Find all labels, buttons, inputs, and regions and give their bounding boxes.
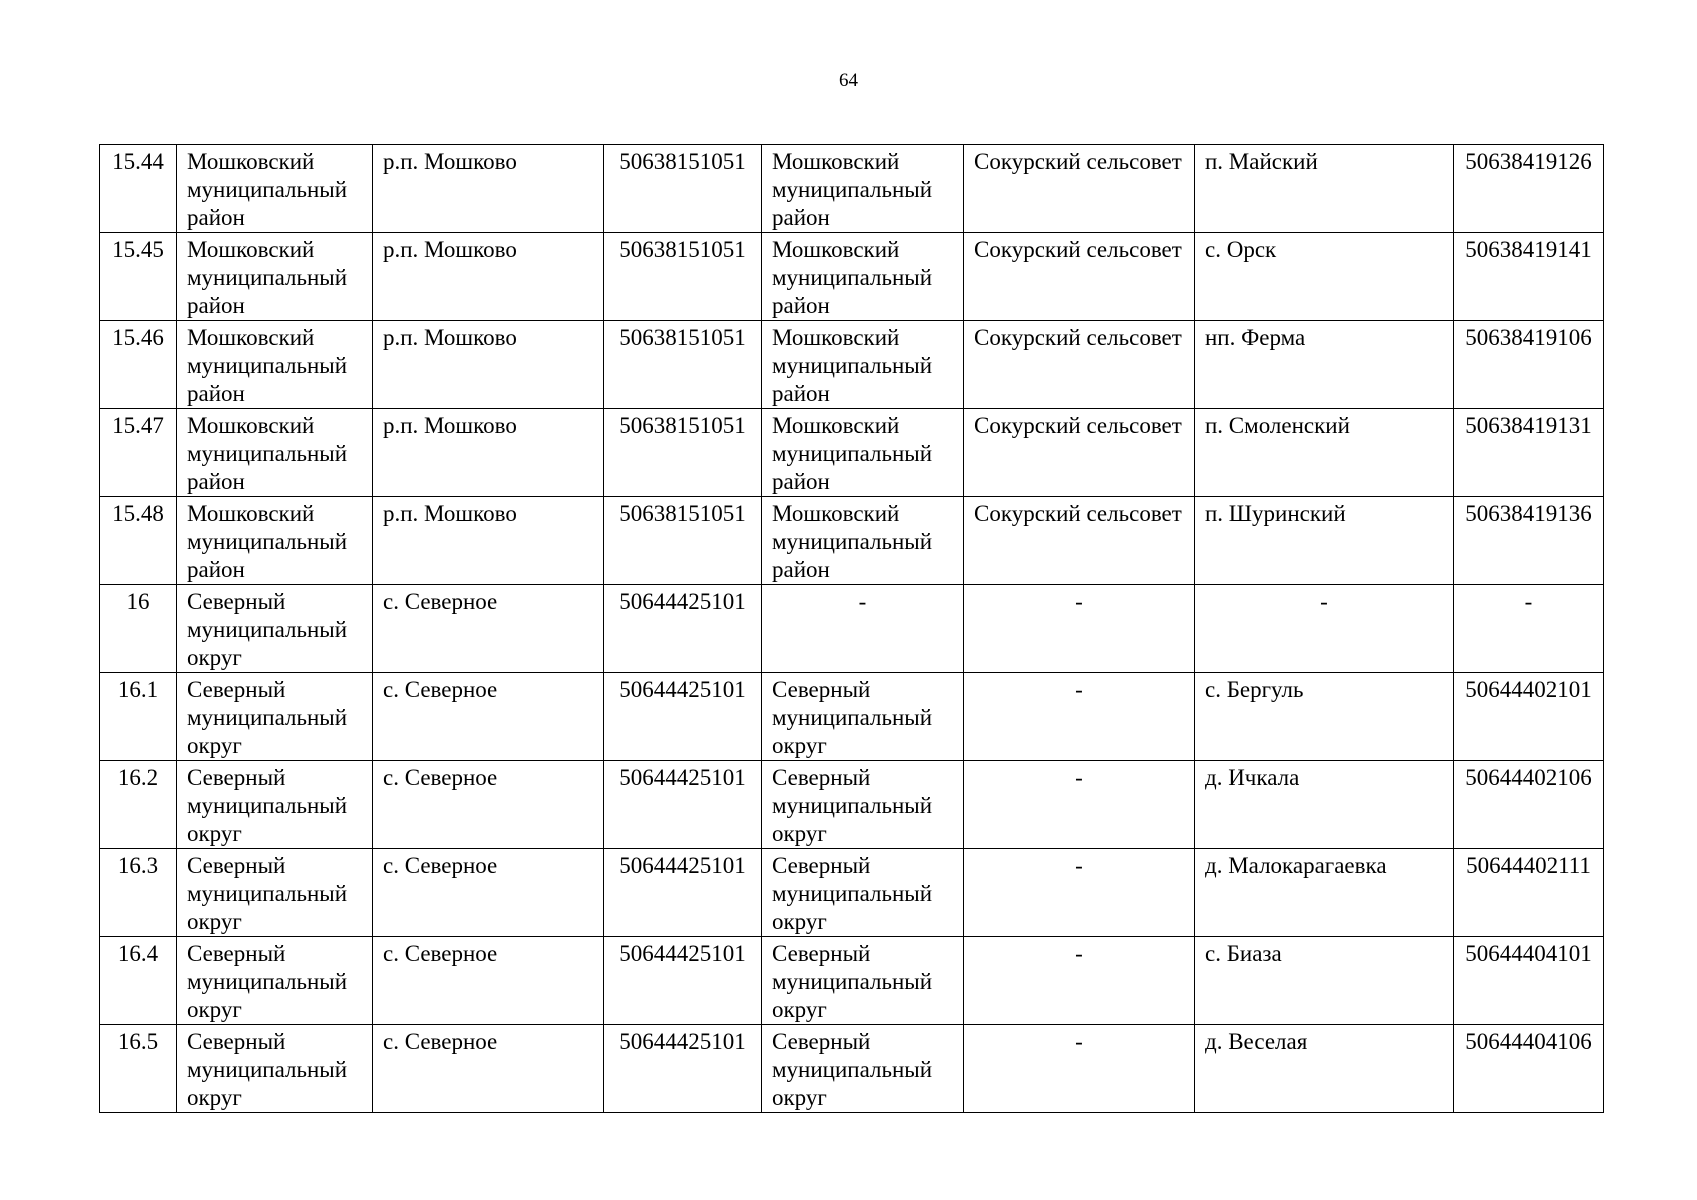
cell-admin-center: с. Северное <box>373 585 604 673</box>
cell-locality: д. Веселая <box>1195 1025 1454 1113</box>
cell-municipality: Мошковский муниципальный район <box>177 497 373 585</box>
cell-admin-center: с. Северное <box>373 761 604 849</box>
cell-number: 15.48 <box>100 497 177 585</box>
cell-settlement: - <box>964 849 1195 937</box>
cell-locality-code: 50638419126 <box>1454 145 1604 233</box>
table-row <box>100 409 1604 497</box>
cell-sub-municipality: Мошковский муниципальный район <box>762 233 964 321</box>
cell-sub-municipality: Мошковский муниципальный район <box>762 321 964 409</box>
cell-settlement: Сокурский сельсовет <box>964 145 1195 233</box>
cell-number: 15.44 <box>100 145 177 233</box>
cell-admin-center: с. Северное <box>373 673 604 761</box>
cell-locality-code: 50638419136 <box>1454 497 1604 585</box>
table-row <box>100 1025 1604 1113</box>
cell-locality: п. Шуринский <box>1195 497 1454 585</box>
table-row <box>100 937 1604 1025</box>
cell-municipality: Мошковский муниципальный район <box>177 321 373 409</box>
cell-admin-center: р.п. Мошково <box>373 145 604 233</box>
cell-locality-code: 50644402111 <box>1454 849 1604 937</box>
cell-admin-center: с. Северное <box>373 1025 604 1113</box>
cell-oktmo-code: 50644425101 <box>604 849 762 937</box>
cell-sub-municipality: Северный муниципальный округ <box>762 761 964 849</box>
cell-settlement: Сокурский сельсовет <box>964 409 1195 497</box>
cell-locality-code: 50644404106 <box>1454 1025 1604 1113</box>
cell-admin-center: р.п. Мошково <box>373 497 604 585</box>
cell-admin-center: с. Северное <box>373 937 604 1025</box>
cell-municipality: Северный муниципальный округ <box>177 937 373 1025</box>
cell-locality: д. Малокарагаевка <box>1195 849 1454 937</box>
cell-municipality: Северный муниципальный округ <box>177 585 373 673</box>
cell-number: 15.45 <box>100 233 177 321</box>
table-row <box>100 145 1604 233</box>
cell-admin-center: р.п. Мошково <box>373 233 604 321</box>
cell-settlement: Сокурский сельсовет <box>964 321 1195 409</box>
cell-municipality: Северный муниципальный округ <box>177 673 373 761</box>
cell-locality-code: 50644402106 <box>1454 761 1604 849</box>
cell-number: 16.1 <box>100 673 177 761</box>
table-row <box>100 761 1604 849</box>
cell-number: 15.46 <box>100 321 177 409</box>
cell-locality: п. Майский <box>1195 145 1454 233</box>
cell-oktmo-code: 50644425101 <box>604 1025 762 1113</box>
cell-oktmo-code: 50638151051 <box>604 409 762 497</box>
table-row <box>100 849 1604 937</box>
cell-municipality: Мошковский муниципальный район <box>177 145 373 233</box>
cell-locality-code: 50638419131 <box>1454 409 1604 497</box>
cell-oktmo-code: 50644425101 <box>604 937 762 1025</box>
cell-locality: п. Смоленский <box>1195 409 1454 497</box>
cell-number: 16 <box>100 585 177 673</box>
cell-sub-municipality: Северный муниципальный округ <box>762 1025 964 1113</box>
cell-oktmo-code: 50644425101 <box>604 761 762 849</box>
cell-settlement: - <box>964 761 1195 849</box>
cell-locality-code: 50644404101 <box>1454 937 1604 1025</box>
cell-settlement: Сокурский сельсовет <box>964 233 1195 321</box>
cell-oktmo-code: 50644425101 <box>604 673 762 761</box>
cell-oktmo-code: 50638151051 <box>604 497 762 585</box>
cell-number: 16.5 <box>100 1025 177 1113</box>
cell-number: 15.47 <box>100 409 177 497</box>
cell-municipality: Мошковский муниципальный район <box>177 409 373 497</box>
cell-locality-code: 50644402101 <box>1454 673 1604 761</box>
cell-sub-municipality: Северный муниципальный округ <box>762 937 964 1025</box>
cell-admin-center: р.п. Мошково <box>373 321 604 409</box>
cell-oktmo-code: 50638151051 <box>604 145 762 233</box>
table-row <box>100 321 1604 409</box>
cell-settlement: - <box>964 1025 1195 1113</box>
cell-oktmo-code: 50638151051 <box>604 321 762 409</box>
cell-locality: - <box>1195 585 1454 673</box>
cell-number: 16.2 <box>100 761 177 849</box>
table-row <box>100 673 1604 761</box>
page-number: 64 <box>839 70 858 91</box>
cell-sub-municipality: Мошковский муниципальный район <box>762 409 964 497</box>
cell-locality: с. Биаза <box>1195 937 1454 1025</box>
table-row <box>100 497 1604 585</box>
cell-sub-municipality: Мошковский муниципальный район <box>762 497 964 585</box>
cell-settlement: - <box>964 673 1195 761</box>
cell-sub-municipality: Мошковский муниципальный район <box>762 145 964 233</box>
cell-oktmo-code: 50644425101 <box>604 585 762 673</box>
cell-settlement: Сокурский сельсовет <box>964 497 1195 585</box>
cell-municipality: Мошковский муниципальный район <box>177 233 373 321</box>
municipality-table <box>99 144 1604 1113</box>
cell-sub-municipality: - <box>762 585 964 673</box>
cell-municipality: Северный муниципальный округ <box>177 849 373 937</box>
cell-number: 16.3 <box>100 849 177 937</box>
cell-number: 16.4 <box>100 937 177 1025</box>
cell-locality-code: 50638419106 <box>1454 321 1604 409</box>
cell-municipality: Северный муниципальный округ <box>177 1025 373 1113</box>
table-row <box>100 233 1604 321</box>
cell-sub-municipality: Северный муниципальный округ <box>762 849 964 937</box>
cell-admin-center: р.п. Мошково <box>373 409 604 497</box>
table-body <box>100 145 1604 1113</box>
cell-admin-center: с. Северное <box>373 849 604 937</box>
cell-locality: с. Орск <box>1195 233 1454 321</box>
cell-sub-municipality: Северный муниципальный округ <box>762 673 964 761</box>
table-row <box>100 585 1604 673</box>
cell-locality: д. Ичкала <box>1195 761 1454 849</box>
cell-locality-code: 50638419141 <box>1454 233 1604 321</box>
cell-locality-code: - <box>1454 585 1604 673</box>
cell-settlement: - <box>964 937 1195 1025</box>
cell-locality: с. Бергуль <box>1195 673 1454 761</box>
cell-settlement: - <box>964 585 1195 673</box>
cell-municipality: Северный муниципальный округ <box>177 761 373 849</box>
cell-locality: нп. Ферма <box>1195 321 1454 409</box>
cell-oktmo-code: 50638151051 <box>604 233 762 321</box>
